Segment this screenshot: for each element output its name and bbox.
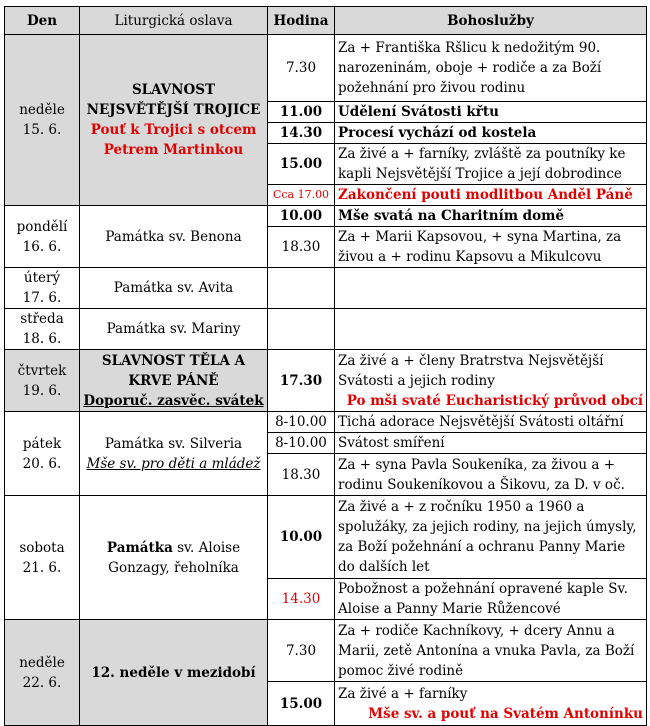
- day-date: 15. 6.: [22, 122, 62, 138]
- day-name: neděle: [19, 102, 65, 118]
- day-name: úterý: [23, 270, 61, 286]
- feast-note: Doporuč. zasvěc. svátek: [83, 392, 264, 409]
- day-name: středa: [20, 311, 64, 327]
- day-cell: [5, 268, 80, 309]
- liturgy-name: Památka sv. Silveria: [104, 435, 243, 452]
- header-liturgy: Liturgická oslava: [80, 7, 268, 35]
- header-time: Hodina: [268, 7, 335, 35]
- feast-title: SLAVNOST TĚLA A: [101, 352, 246, 369]
- liturgy-cell: [80, 35, 268, 206]
- day-date: 18. 6.: [22, 331, 62, 347]
- day-date: 20. 6.: [22, 455, 62, 472]
- header-day: Den: [5, 7, 80, 35]
- service-cell: Svátost smíření: [335, 433, 647, 454]
- service-cell: Za + rodiče Kachníkovy, + dcery Annu a Marii, zetě Antonína a vnuka Pavla, za Boží pomoc živé rodině: [335, 620, 647, 682]
- feast-title: KRVE PÁNĚ: [128, 372, 219, 389]
- table-row: [5, 350, 647, 412]
- day-date: 22. 6.: [22, 674, 62, 691]
- service-cell: Za + syna Pavla Soukeníka, za živou a + rodinu Soukeníkovou a Šikovu, za D. v oč.: [335, 454, 647, 496]
- liturgy-cell: [80, 412, 268, 496]
- time-cell: [268, 268, 335, 309]
- time-cell: 10.00: [268, 496, 335, 579]
- day-cell: [5, 206, 80, 268]
- table-row: [5, 496, 647, 579]
- day-cell: [5, 412, 80, 496]
- table-row: [5, 268, 647, 309]
- liturgy-cell: Památka sv. Mariny: [80, 309, 268, 350]
- day-name: pátek: [22, 435, 62, 452]
- time-cell: 18.30: [268, 454, 335, 496]
- liturgy-name: [83, 538, 264, 558]
- table-row: [5, 412, 647, 433]
- time-cell: 8-10.00: [268, 412, 335, 433]
- day-date: 17. 6.: [22, 290, 62, 306]
- service-text: Za živé a + farníky: [338, 685, 468, 702]
- service-cell: Udělení Svátosti křtu: [335, 102, 647, 123]
- table-row: [5, 35, 647, 102]
- feast-note: Petrem Martinkou: [103, 142, 244, 158]
- day-name: sobota: [19, 539, 65, 556]
- service-text: Za živé a + členy Bratrstva Nejsvětější Svátosti a jejich rodiny: [338, 352, 604, 389]
- header-row: [5, 7, 647, 35]
- day-date: 16. 6.: [22, 238, 62, 255]
- liturgy-cell: Památka sv. Benona: [80, 206, 268, 268]
- feast-title: SLAVNOST: [131, 82, 216, 98]
- service-cell: Zakončení pouti modlitbou Anděl Páně: [335, 185, 647, 206]
- liturgy-cell: 12. neděle v mezidobí: [80, 620, 268, 726]
- service-extra: Mše sv. a pouť na Svatém Antonínku: [368, 705, 643, 722]
- time-cell: Cca 17.00: [268, 185, 335, 206]
- day-cell: [5, 350, 80, 412]
- table-row: [5, 620, 647, 682]
- time-cell: 8-10.00: [268, 433, 335, 454]
- service-cell: Tichá adorace Nejsvětější Svátosti oltářní: [335, 412, 647, 433]
- time-cell: 14.30: [268, 579, 335, 620]
- service-extra: Po mši svaté Eucharistický průvod obcí: [346, 392, 643, 409]
- time-cell: [268, 309, 335, 350]
- liturgy-rest: sv. Aloise: [172, 539, 241, 556]
- header-services: Bohoslužby: [335, 7, 647, 35]
- time-cell: 10.00: [268, 206, 335, 227]
- time-cell: 15.00: [268, 144, 335, 185]
- time-cell: 7.30: [268, 35, 335, 102]
- day-cell: [5, 496, 80, 620]
- liturgy-cell: [80, 350, 268, 412]
- time-cell: 17.30: [268, 350, 335, 412]
- day-cell: [5, 35, 80, 206]
- feast-note: Pouť k Trojici s otcem: [90, 122, 257, 138]
- service-cell: [335, 268, 647, 309]
- time-cell: 7.30: [268, 620, 335, 682]
- service-cell: [335, 682, 647, 726]
- day-cell: [5, 309, 80, 350]
- day-date: 21. 6.: [22, 559, 62, 576]
- time-cell: 14.30: [268, 123, 335, 144]
- table-row: [5, 309, 647, 350]
- feast-title: NEJSVĚTĚJŠÍ TROJICE: [86, 102, 261, 118]
- service-cell: Procesí vychází od kostela: [335, 123, 647, 144]
- day-cell: [5, 620, 80, 726]
- mass-schedule-table: [4, 6, 647, 726]
- service-cell: Pobožnost a požehnání opravené kaple Sv. Aloise a Panny Marie Růžencové: [335, 579, 647, 620]
- time-cell: 11.00: [268, 102, 335, 123]
- service-cell: Za živé a + farníky, zvláště za poutníky ke kapli Nejsvětější Trojice a její dobrodince: [335, 144, 647, 185]
- liturgy-cell: [80, 496, 268, 620]
- day-date: 19. 6.: [22, 382, 62, 399]
- liturgy-cell: Památka sv. Avita: [80, 268, 268, 309]
- liturgy-note: Mše sv. pro děti a mládež: [86, 455, 261, 472]
- time-cell: 18.30: [268, 227, 335, 268]
- service-cell: [335, 309, 647, 350]
- day-name: pondělí: [16, 218, 68, 235]
- time-cell: 15.00: [268, 682, 335, 726]
- service-cell: Za + Marii Kapsovou, + syna Martina, za živou a + rodinu Kapsovu a Mikulcovu: [335, 227, 647, 268]
- service-cell: Za živé a + z ročníku 1950 a 1960 a spolužáky, za jejich rodiny, na jejich úmysly, za Boží požehnání a ochranu Panny Marie do dalších let: [335, 496, 647, 579]
- day-name: čtvrtek: [17, 362, 67, 379]
- liturgy-name-2: Gonzagy, řeholníka: [108, 559, 239, 576]
- table-row: [5, 206, 647, 227]
- liturgy-bold: Památka: [106, 539, 173, 556]
- service-cell: Za + Františka Ršlicu k nedožitým 90. narozeninám, oboje + rodiče a za Boží požehnání pro živou rodinu: [335, 35, 647, 102]
- day-name: neděle: [19, 654, 65, 671]
- service-cell: [335, 350, 647, 412]
- service-cell: Mše svatá na Charitním domě: [335, 206, 647, 227]
